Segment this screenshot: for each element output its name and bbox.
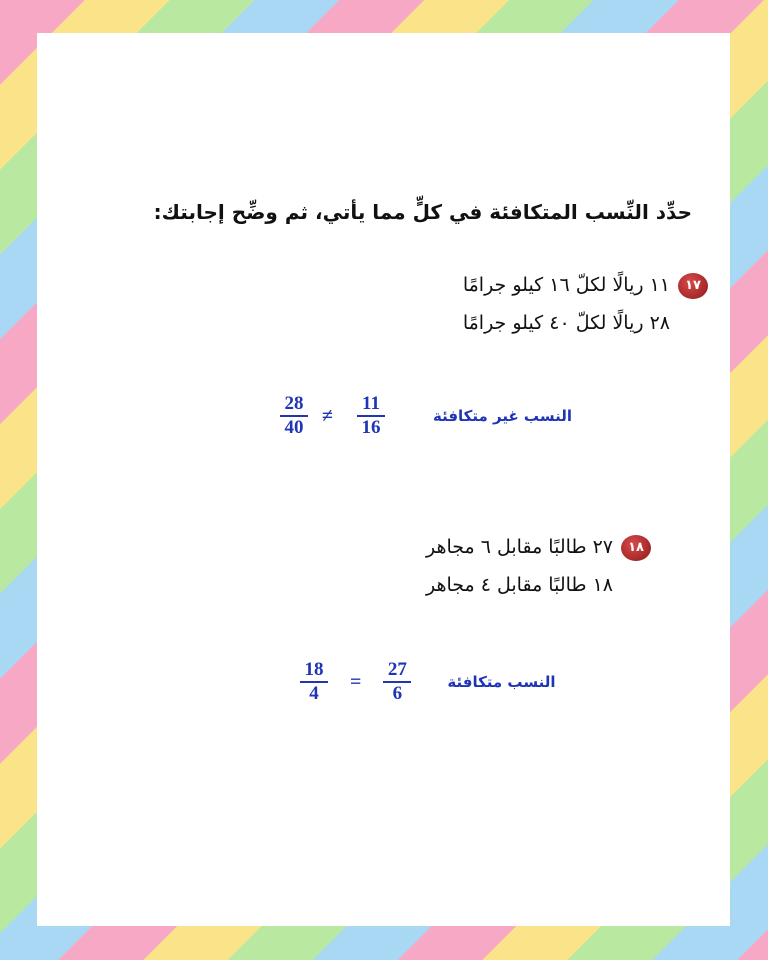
fraction-left: [357, 394, 385, 438]
fraction-numerator: 27: [387, 659, 407, 680]
problem-18-text1: ٢٧ طالبًا مقابل ٦ مجاهر: [425, 536, 613, 558]
answer-18: [300, 660, 555, 704]
answer-verdict: النسب متكافئة: [447, 673, 556, 691]
fraction-right: [300, 660, 328, 704]
equal-sign: =: [350, 670, 362, 693]
worksheet-page: [37, 33, 730, 926]
fraction-numerator: 28: [284, 393, 304, 414]
problem-18-line2: ١٨ طالبًا مقابل ٤ مجاهر: [425, 574, 613, 596]
answer-verdict: النسب غير متكافئة: [432, 407, 572, 425]
problem-17: [463, 266, 708, 342]
problem-number-badge: ١٧: [678, 273, 708, 299]
fraction-left: [383, 660, 411, 704]
fraction-denominator: 4: [309, 683, 319, 704]
fraction-denominator: 16: [361, 417, 381, 438]
problem-17-line1: [463, 266, 708, 304]
problem-18-line1: [426, 528, 651, 566]
problem-18: [426, 528, 651, 604]
fraction-denominator: 40: [284, 417, 304, 438]
problem-17-line2: ٢٨ ريالًا لكلّ ٤٠ كيلو جرامًا: [462, 312, 670, 334]
problem-17-text1: ١١ ريالًا لكلّ ١٦ كيلو جرامًا: [462, 274, 670, 296]
fraction-right: [280, 394, 308, 438]
not-equal-sign: ≠: [322, 404, 333, 427]
fraction-denominator: 6: [392, 683, 403, 704]
instruction-text: حدِّد النِّسب المتكافئة في كلٍّ مما يأتي، ثم وضِّح إجابتك:: [153, 200, 692, 224]
answer-17: [280, 394, 572, 438]
fraction-numerator: 18: [304, 659, 324, 680]
problem-number-badge: ١٨: [621, 535, 651, 561]
fraction-numerator: 11: [362, 393, 380, 414]
